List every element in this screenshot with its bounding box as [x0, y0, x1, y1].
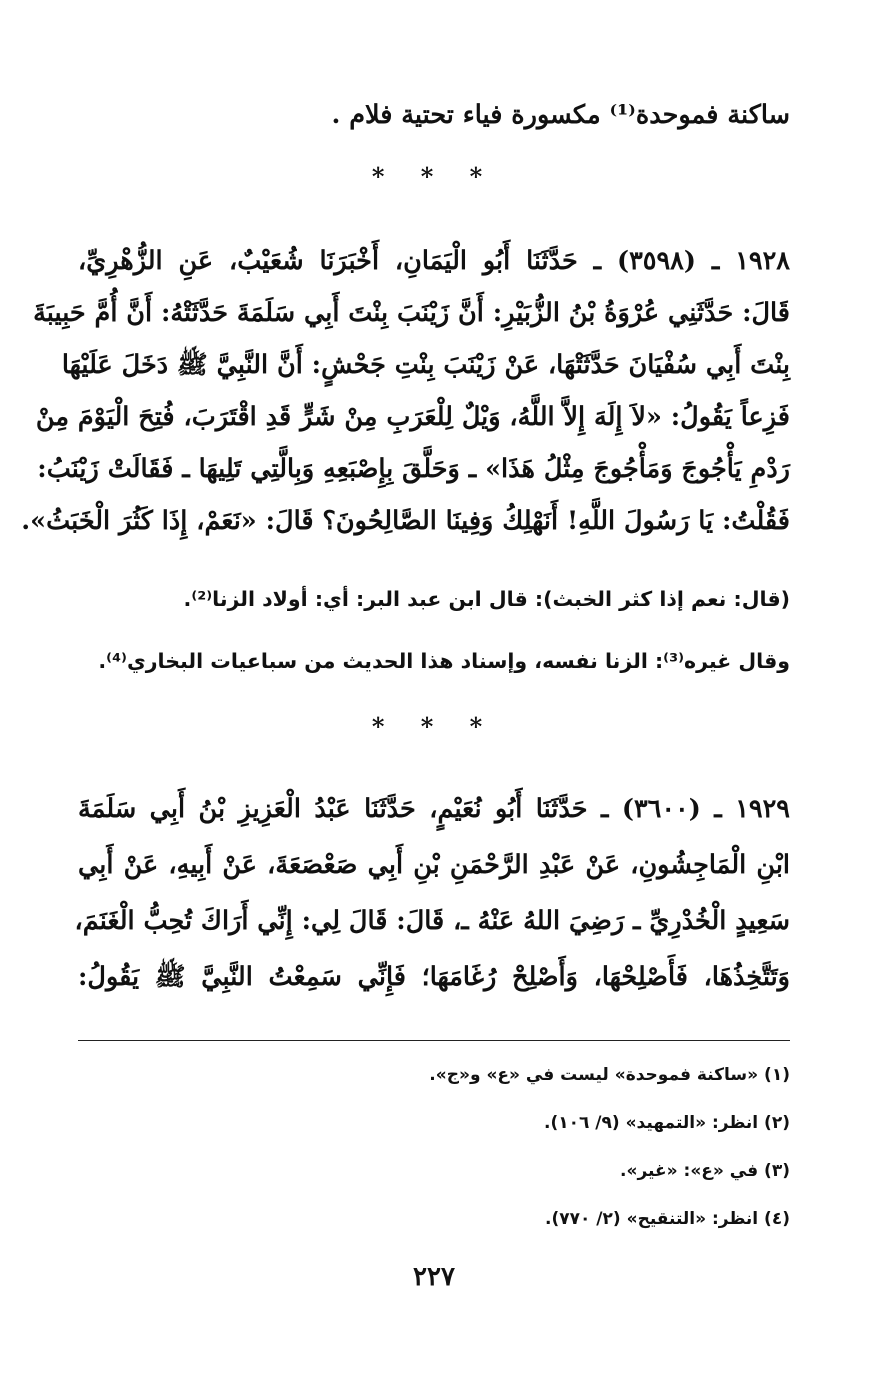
- book-page: [21, 0, 790, 1385]
- commentary-line: وقال غيره⁽³⁾: الزنا نفسه، وإسناد هذا الحديث من سباعيات البخاري⁽⁴⁾.: [98, 649, 790, 673]
- footnote-item: (٢) انظر: «التمهيد» (٩/ ١٠٦).: [543, 1113, 790, 1133]
- hadith-1928-line: فَقُلْتُ: يَا رَسُولَ اللَّهِ! أَنَهْلِكُ وَفِينَا الصَّالِحُونَ؟ قَالَ: «نَعَمْ، إِذَا كَثُرَ الْخَبَثُ».: [21, 506, 790, 536]
- section-separator: * * *: [371, 162, 497, 191]
- hadith-1928-line: بِنْتَ أَبِي سُفْيَانَ حَدَّثَتْهَا، عَنْ زَيْنَبَ بِنْتِ جَحْشٍ: أَنَّ النَّبِيَّ ﷺ دَخَلَ عَلَيْهَا: [61, 350, 790, 380]
- hadith-1929-line: ١٩٢٩ ـ (٣٦٠٠) ـ حَدَّثَنَا أَبُو نُعَيْمٍ، حَدَّثَنَا عَبْدُ الْعَزِيزِ بْنُ أَبِي سَلَمَةَ: [78, 794, 790, 824]
- footnote-item: (٣) في «ع»: «غير».: [620, 1161, 790, 1181]
- hadith-1929-line: وَتَتَّخِذُهَا، فَأَصْلِحْهَا، وَأَصْلِحْ رُغَامَهَا؛ فَإِنِّي سَمِعْتُ النَّبِيَّ ﷺ يَقُولُ:: [78, 962, 790, 992]
- hadith-1928-line: فَزِعاً يَقُولُ: «لاَ إِلَهَ إِلاَّ اللَّهُ، وَيْلٌ لِلْعَرَبِ مِنْ شَرٍّ قَدِ اقْتَرَبَ، فُتِحَ الْيَوْمَ مِنْ: [35, 402, 790, 432]
- hadith-1928-line: رَدْمِ يَأْجُوجَ وَمَأْجُوجَ مِثْلُ هَذَا» ـ وَحَلَّقَ بِإِصْبَعِهِ وَبِالَّتِي تَلِيهَا ـ فَقَالَتْ زَيْنَبُ:: [37, 454, 790, 484]
- hadith-1928-line: ١٩٢٨ ـ (٣٥٩٨) ـ حَدَّثَنَا أَبُو الْيَمَانِ، أَخْبَرَنَا شُعَيْبٌ، عَنِ الزُّهْرِيِّ،: [78, 246, 790, 276]
- intro-line: ساكنة فموحدة⁽¹⁾ مكسورة فياء تحتية فلام .: [331, 100, 790, 130]
- section-separator: * * *: [371, 712, 497, 741]
- footnote-divider: [78, 1040, 790, 1041]
- hadith-1928-line: قَالَ: حَدَّثَنِي عُرْوَةُ بْنُ الزُّبَيْرِ: أَنَّ زَيْنَبَ بِنْتَ أَبِي سَلَمَةَ حَدَّثَتْهُ: أَنَّ أُمَّ حَبِيبَةَ: [33, 298, 790, 328]
- footnote-item: (٤) انظر: «التنقيح» (٢/ ٧٧٠).: [545, 1209, 790, 1229]
- page-number: ٢٢٧: [413, 1262, 455, 1292]
- footnote-item: (١) «ساكنة فموحدة» ليست في «ع» و«ج».: [429, 1065, 790, 1085]
- hadith-1929-line: ابْنِ الْمَاجِشُونِ، عَنْ عَبْدِ الرَّحْمَنِ بْنِ أَبِي صَعْصَعَةَ، عَنْ أَبِيهِ، عَنْ أَبِي: [78, 850, 790, 880]
- commentary-line: (قال: نعم إذا كثر الخبث): قال ابن عبد البر: أي: أولاد الزنا⁽²⁾.: [183, 587, 790, 611]
- hadith-1929-line: سَعِيدٍ الْخُدْرِيِّ ـ رَضِيَ اللهُ عَنْهُ ـ، قَالَ: قَالَ لِي: إِنِّي أَرَاكَ تُحِبُّ الْغَنَمَ،: [74, 906, 790, 936]
